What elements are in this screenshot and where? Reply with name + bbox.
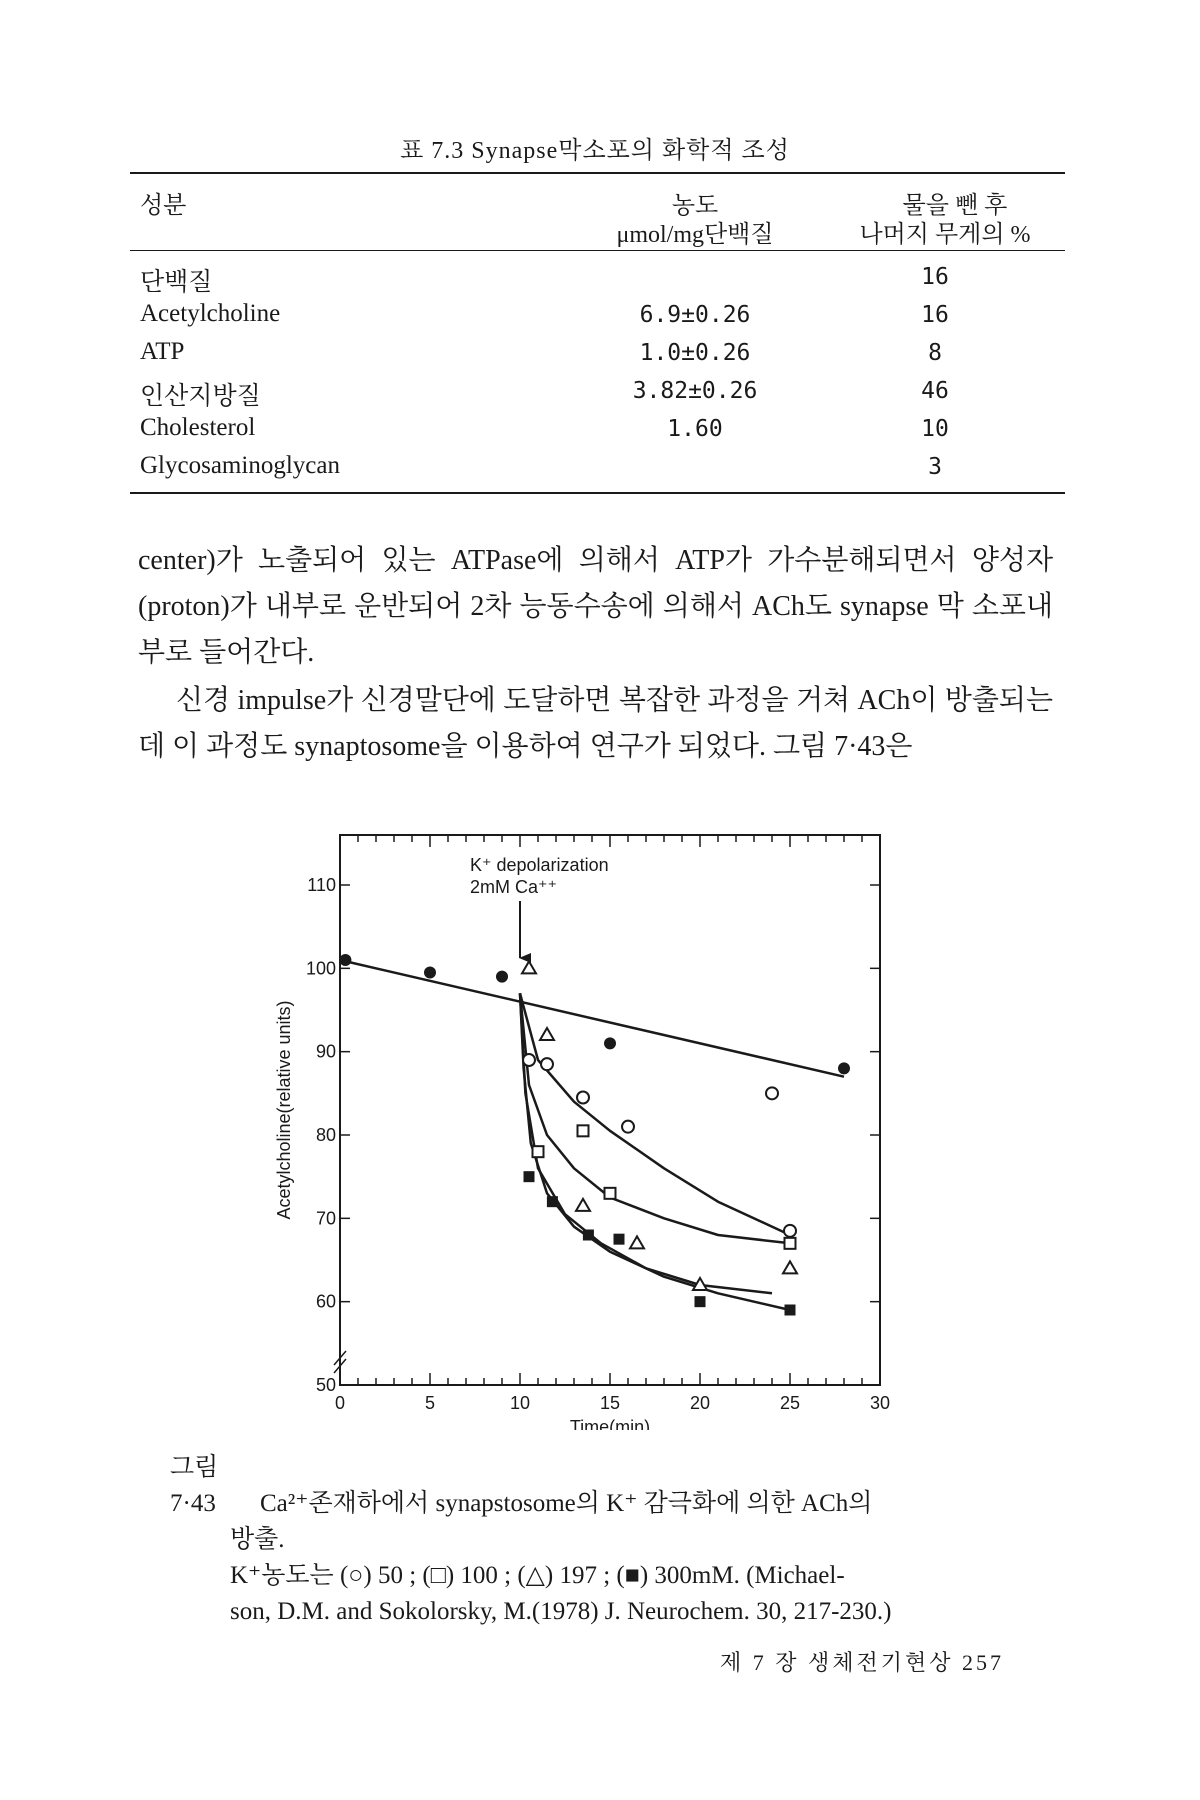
table-row-name: Cholesterol	[140, 414, 256, 441]
x-tick-label: 20	[689, 1393, 711, 1413]
table-row-conc: 3.82±0.26	[632, 378, 758, 404]
table-header-rule	[130, 250, 1065, 251]
data-point-filled-square	[785, 1305, 796, 1316]
y-tick-label: 80	[315, 1125, 336, 1145]
data-point-filled-square	[583, 1230, 594, 1241]
table-row-name: Glycosaminoglycan	[140, 452, 340, 479]
data-point-open-circle	[784, 1225, 796, 1237]
y-tick-label: 90	[315, 1041, 336, 1062]
header-pct-line1: 물을 뺀 후	[902, 193, 1008, 219]
page-footer: 제 7 장 생체전기현상 257	[720, 1650, 1005, 1675]
data-point-filled-circle	[339, 954, 351, 966]
caption-line1: Ca²⁺존재하에서 synapstosome의 K⁺ 감극화에 의한 ACh의	[260, 1490, 873, 1517]
table-row-name: 인산지방질	[140, 383, 261, 410]
x-axis-label: Time(min)	[569, 1417, 651, 1430]
caption-label: 그림 7·43	[170, 1454, 219, 1517]
data-point-filled-square	[614, 1234, 625, 1245]
figure-7-43	[270, 820, 930, 1430]
data-point-filled-square	[524, 1171, 535, 1182]
x-tick-label: 5	[424, 1393, 436, 1413]
annotation-line2: 2mM Ca⁺⁺	[470, 877, 558, 897]
body-paragraph-1: center)가 노출되어 있는 ATPase에 의해서 ATP가 가수분해되면서 양성자(proton)가 내부로 운반되어 2차 능동수송에 의해서 ACh도 synapse 막 소포내부로 들어간다.	[138, 545, 1053, 668]
plot-frame	[340, 835, 880, 1385]
x-tick-label: 25	[779, 1393, 801, 1413]
header-pct-line2: 나머지 무게의 %	[859, 222, 1031, 248]
data-point-filled-circle	[424, 967, 436, 979]
table-row-name: Acetylcholine	[140, 300, 281, 327]
table-row-conc: 1.60	[667, 416, 723, 442]
data-point-open-circle	[577, 1092, 589, 1104]
curve-1	[520, 993, 790, 1235]
acetylcholine-release-chart	[270, 820, 930, 1430]
curve-3	[520, 993, 772, 1293]
body-paragraph-2: 신경 impulse가 신경말단에 도달하면 복잡한 과정을 거쳐 ACh이 방출되는데 이 과정도 synaptosome을 이용하여 연구가 되었다. 그림 7·43은	[138, 685, 1053, 762]
data-point-open-square	[533, 1146, 544, 1157]
table-row-pct: 46	[921, 378, 949, 404]
data-point-open-square	[578, 1125, 589, 1136]
data-point-filled-circle	[604, 1037, 616, 1049]
data-point-filled-square	[695, 1296, 706, 1307]
y-axis-label: Acetylcholine(relative units)	[274, 1000, 294, 1220]
header-conc-line1: 농도	[671, 193, 719, 219]
data-point-filled-square	[547, 1196, 558, 1207]
y-tick-label: 100	[305, 958, 336, 979]
data-point-open-circle	[541, 1058, 553, 1070]
data-point-open-triangle	[522, 961, 536, 973]
data-point-open-triangle	[630, 1236, 644, 1248]
y-tick-label: 50	[315, 1375, 336, 1395]
table-row-pct: 8	[928, 340, 942, 366]
figure-caption	[170, 1450, 1030, 1630]
y-tick-label: 70	[315, 1208, 336, 1229]
table-row-pct: 16	[921, 302, 949, 328]
data-point-open-circle	[622, 1121, 634, 1133]
data-point-filled-circle	[496, 971, 508, 983]
table-row-pct: 16	[921, 264, 949, 290]
data-point-open-circle	[523, 1054, 535, 1066]
table-bottom-rule	[130, 492, 1065, 494]
table-row-pct: 3	[928, 454, 942, 480]
x-tick-label: 15	[599, 1393, 621, 1413]
x-tick-label: 0	[334, 1393, 346, 1413]
caption-line2: 방출.	[230, 1526, 285, 1553]
data-point-filled-circle	[838, 1062, 850, 1074]
data-point-open-triangle	[540, 1028, 554, 1040]
y-tick-label: 110	[307, 875, 336, 895]
data-point-open-square	[785, 1238, 796, 1249]
header-component: 성분	[140, 193, 187, 219]
x-tick-label: 10	[509, 1393, 531, 1413]
table-row-name: 단백질	[140, 269, 213, 296]
data-point-open-triangle	[576, 1199, 590, 1211]
annotation-line1: K⁺ depolarization	[470, 855, 609, 875]
table-row-conc: 6.9±0.26	[639, 302, 751, 328]
caption-line4: son, D.M. and Sokolorsky, M.(1978) J. Neurochem. 30, 217-230.)	[230, 1598, 892, 1625]
data-point-open-triangle	[783, 1261, 797, 1273]
y-tick-label: 60	[315, 1291, 336, 1312]
data-point-open-square	[605, 1188, 616, 1199]
data-point-open-circle	[766, 1087, 778, 1099]
header-conc-line2: μmol/mg단백질	[616, 222, 774, 248]
table-row-name: ATP	[140, 338, 185, 365]
caption-line3: K⁺농도는 (○) 50 ; (□) 100 ; (△) 197 ; (■) 300mM. (Michael-	[230, 1562, 845, 1589]
table-title: 표 7.3 Synapse막소포의 화학적 조성	[400, 138, 790, 164]
table-top-rule	[130, 172, 1065, 174]
x-tick-label: 30	[869, 1393, 891, 1413]
table-row-conc: 1.0±0.26	[639, 340, 751, 366]
curve-0	[340, 960, 844, 1077]
table-row-pct: 10	[921, 416, 949, 442]
